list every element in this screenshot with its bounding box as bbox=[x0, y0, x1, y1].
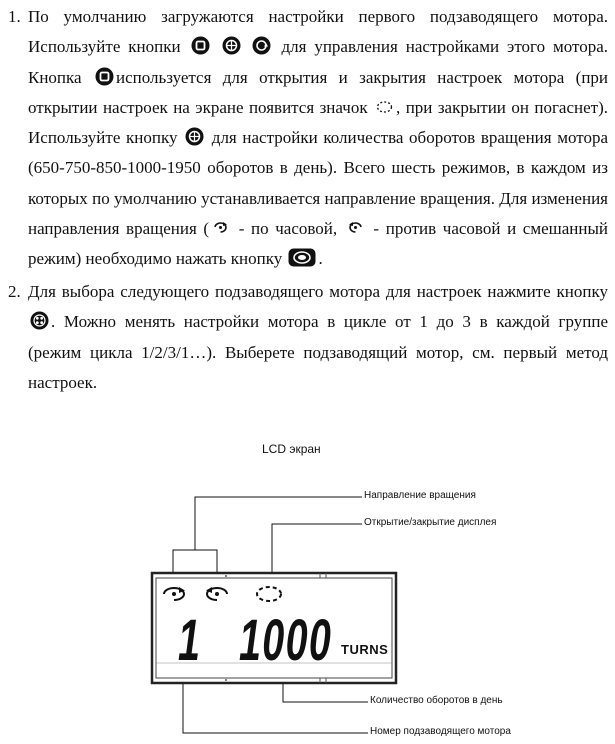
instruction-text: - против часовой и смешанный режим) необходимо нажать кнопку bbox=[28, 219, 608, 269]
lcd-winder-number: 1 bbox=[178, 608, 202, 673]
label-display-toggle: Открытие/закрытие дисплея bbox=[364, 517, 497, 528]
label-winder-number: Номер подзаводящего мотора bbox=[370, 726, 511, 737]
lcd-counterclockwise-icon bbox=[203, 584, 231, 604]
lcd-turns-unit: TURNS bbox=[341, 642, 389, 657]
instruction-text: - по часовой, bbox=[238, 219, 338, 239]
diagram-caption: LCD экран bbox=[262, 442, 321, 456]
lcd-display-indicator-icon bbox=[254, 584, 284, 604]
instruction-text: , при закрытии он погаснет). Используйте кнопку bbox=[28, 97, 608, 148]
instruction-text: . bbox=[318, 249, 323, 269]
instruction-text: для управления настройками этого мотора. Кнопка bbox=[28, 37, 609, 87]
instruction-text: для настройки количества оборотов вращения мотора (650-750-850-1000-1950 оборотов в день). Всего шесть режимов, в каждом из которых по умолчанию устанавливается направление вращения. Для изменения направления вращения ( bbox=[28, 128, 609, 239]
label-rotation-direction: Направление вращения bbox=[364, 490, 476, 501]
list-number: 1. bbox=[8, 7, 21, 26]
lcd-turns-value: 1000 bbox=[239, 608, 333, 673]
label-turns-per-day: Количество оборотов в день bbox=[370, 695, 503, 706]
instruction-text: используется для открытия и закрытия настроек мотора (при открытии настроек на экране появится значок bbox=[28, 67, 609, 117]
lcd-clockwise-icon bbox=[160, 584, 188, 604]
instruction-text: Для выбора следующего подзаводящего мотора для настроек нажмите кнопку bbox=[28, 282, 608, 301]
instruction-text: . Можно менять настройки мотора в цикле от 1 до 3 в каждой группе (режим цикла 1/2/3/1…). Выберете подзаводящий мотор, см. первый метод настроек. bbox=[28, 312, 608, 392]
list-number: 2. bbox=[8, 282, 21, 301]
instruction-text: По умолчанию загружаются настройки первого подзаводящего мотора. Используйте кнопки bbox=[28, 7, 608, 57]
